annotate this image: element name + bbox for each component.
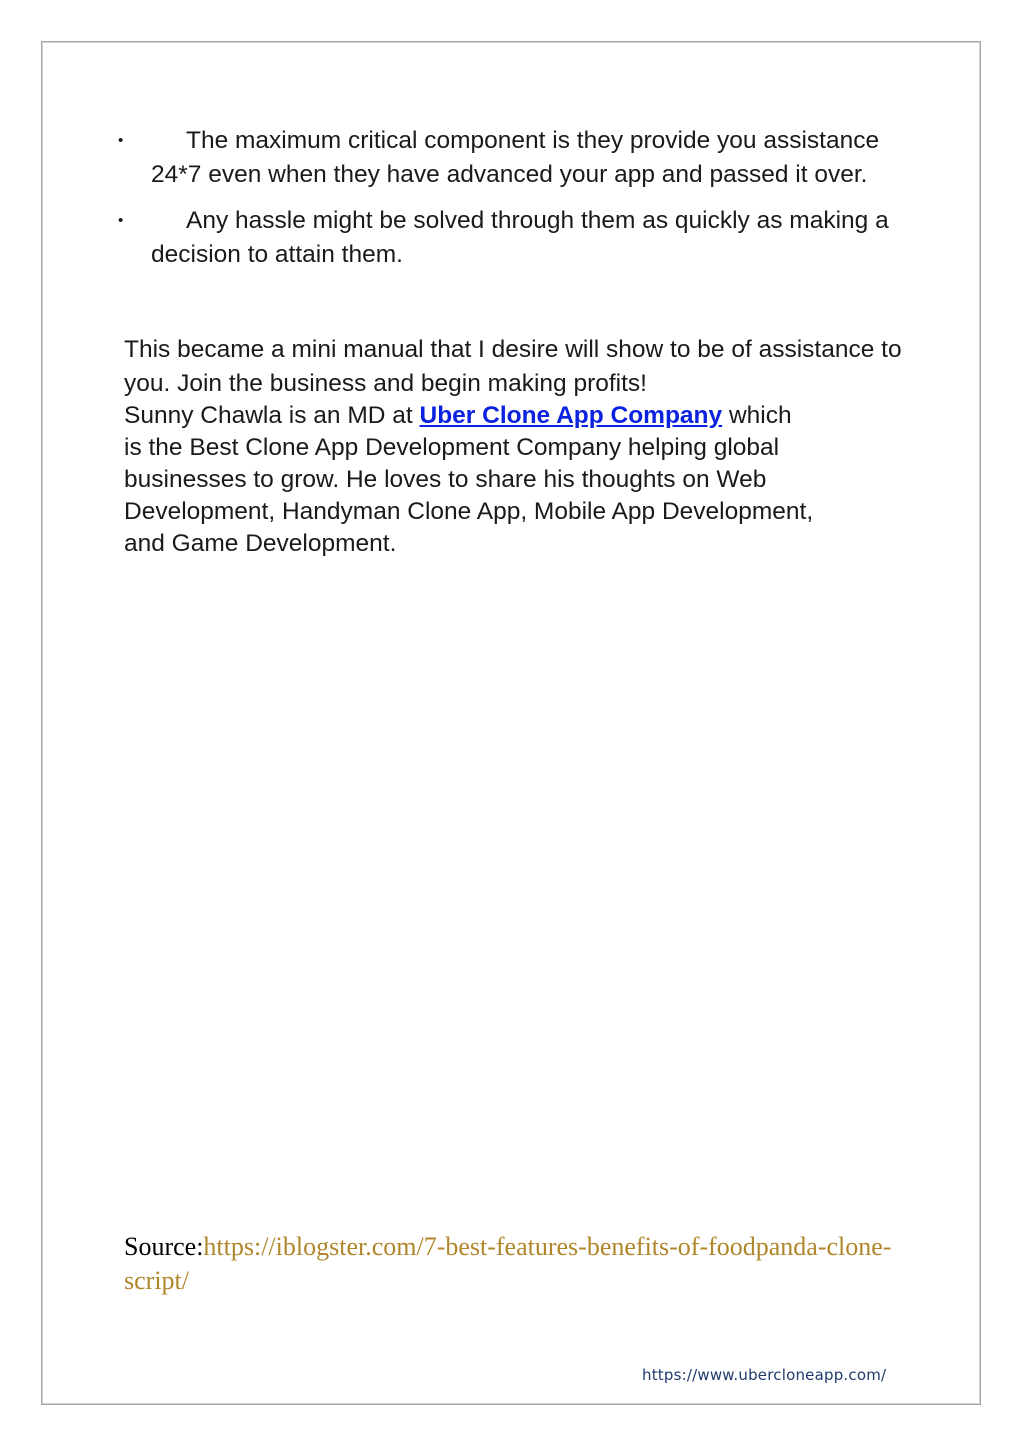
author-bio-line-2: is the Best Clone App Development Company helping global (124, 434, 780, 461)
author-bio-prefix: Sunny Chawla is an MD at (124, 402, 420, 429)
source-label: Source: (124, 1232, 204, 1261)
author-bio-line-5: and Game Development. (124, 530, 397, 557)
bullet-text: The maximum critical component is they provide you assistance 24*7 even when they have advanced your app and passed it over. (151, 127, 880, 188)
bullet-text: Any hassle might be solved through them as quickly as making a decision to attain them. (151, 207, 889, 268)
uber-clone-app-company-link[interactable]: Uber Clone App Company (419, 402, 723, 429)
list-item (110, 204, 910, 272)
author-bio-suffix: which (722, 402, 792, 429)
bullet-marker: • (118, 212, 124, 229)
source-url-link[interactable]: https://iblogster.com/7-best-features-benefits-of-foodpanda-clone-script/ (124, 1232, 892, 1295)
source-citation (124, 1230, 904, 1298)
bullet-marker: • (118, 132, 124, 149)
author-bio (124, 400, 924, 560)
list-item (110, 124, 910, 192)
closing-paragraph: This became a mini manual that I desire will show to be of assistance to you. Join the business and begin making profits! (124, 336, 902, 397)
footer-url[interactable]: https://www.ubercloneapp.com/ (642, 1366, 887, 1384)
author-bio-line-4: Development, Handyman Clone App, Mobile App Development, (124, 498, 814, 525)
author-bio-line-1 (124, 400, 924, 432)
author-bio-line-3: businesses to grow. He loves to share his thoughts on Web (124, 466, 767, 493)
bullet-list (110, 124, 910, 284)
